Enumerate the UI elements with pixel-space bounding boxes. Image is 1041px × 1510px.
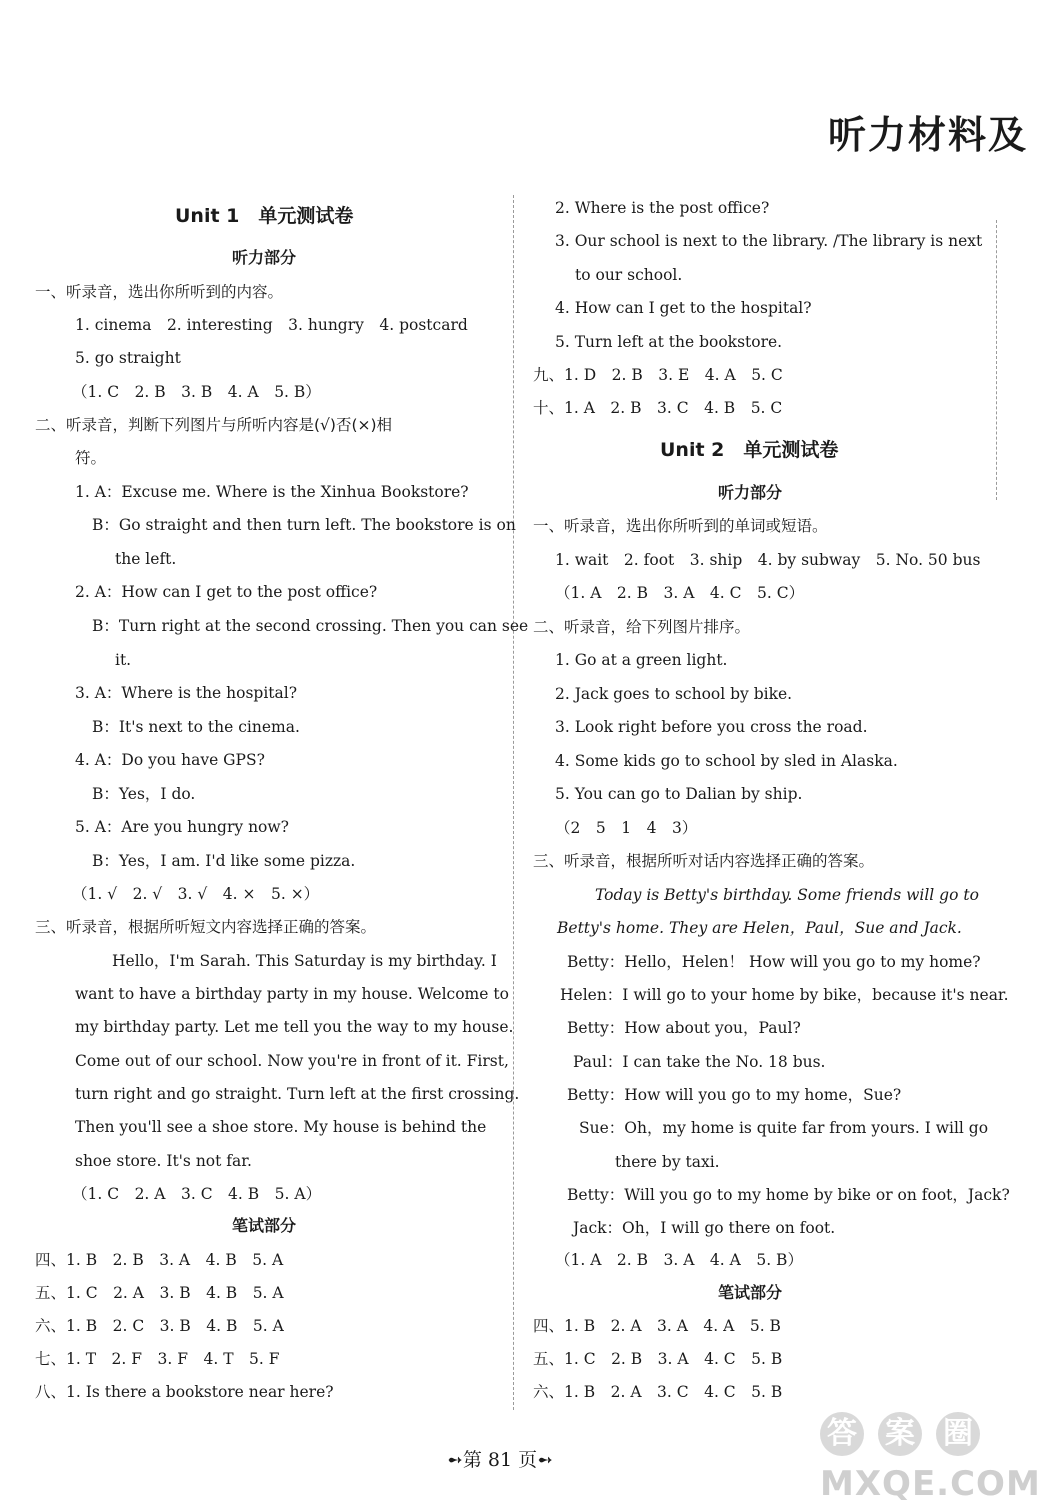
answer-line: Today is Betty's birthday. Some friends will go to [595, 886, 979, 904]
column-divider [513, 195, 514, 1410]
answer-line: B：Yes，I do. [92, 785, 196, 803]
answer-line: （1. A 2. B 3. A 4. C 5. C） [555, 584, 805, 602]
question-instruction: 一、听录音，选出你所听到的内容。 [35, 283, 284, 301]
unit-heading: Unit 1 单元测试卷 [175, 205, 354, 227]
answer-line: Helen：I will go to your home by bike，because it's near. [560, 986, 1009, 1004]
answer-line: 1. Go at a green light. [555, 651, 728, 669]
answer-line: 3. A：Where is the hospital? [75, 684, 298, 702]
answer-line: 2. A：How can I get to the post office? [75, 583, 378, 601]
answer-line: 4. Some kids go to school by sled in Alaska. [555, 752, 898, 770]
answer-line: my birthday party. Let me tell you the way to my house. [75, 1018, 514, 1036]
answer-line: 四、1. B 2. B 3. A 4. B 5. A [35, 1251, 284, 1269]
section-subheading: 听力部分 [718, 483, 783, 502]
section-subheading: 笔试部分 [232, 1216, 297, 1235]
answer-line: it. [115, 651, 132, 669]
watermark-char: 圈 [936, 1412, 980, 1456]
answer-line: 八、1. Is there a bookstore near here? [35, 1383, 334, 1401]
answer-line: 十、1. A 2. B 3. C 4. B 5. C [533, 399, 783, 417]
answer-line: to our school. [575, 266, 683, 284]
answer-line: 4. A：Do you have GPS? [75, 751, 265, 769]
answer-line: 5. You can go to Dalian by ship. [555, 785, 803, 803]
watermark-char: 答 [820, 1412, 864, 1456]
header-title: 听力材料及 [828, 113, 1029, 157]
answer-line: Come out of our school. Now you're in front of it. First, [75, 1052, 509, 1070]
answer-line: want to have a birthday party in my house. Welcome to [75, 985, 509, 1003]
answer-line: 七、1. T 2. F 3. F 4. T 5. F [35, 1350, 280, 1368]
answer-line: B：Yes，I am. I'd like some pizza. [92, 852, 356, 870]
answer-line: 五、1. C 2. A 3. B 4. B 5. A [35, 1284, 284, 1302]
answer-line: 4. How can I get to the hospital? [555, 299, 812, 317]
answer-line: B：Turn right at the second crossing. Then you can see [92, 617, 529, 635]
answer-line: （1. C 2. A 3. C 4. B 5. A） [72, 1185, 322, 1203]
answer-line: 5. A：Are you hungry now? [75, 818, 289, 836]
question-instruction: 符。 [75, 449, 107, 467]
page-number: ➻第 81 页➻ [446, 1449, 554, 1471]
answer-line: （1. A 2. B 3. A 4. A 5. B） [555, 1251, 803, 1269]
section-subheading: 笔试部分 [718, 1283, 783, 1302]
answer-line: Then you'll see a shoe store. My house is behind the [75, 1118, 487, 1136]
watermark-url: MXQE.COM [820, 1464, 1041, 1504]
answer-line: there by taxi. [615, 1153, 720, 1171]
unit-heading: Unit 2 单元测试卷 [660, 439, 839, 461]
answer-line: Jack：Oh，I will go there on foot. [573, 1219, 836, 1237]
answer-line: 3. Look right before you cross the road. [555, 718, 868, 736]
answer-line: Hello，I'm Sarah. This Saturday is my birthday. I [112, 952, 497, 970]
answer-line: Betty：How about you，Paul? [567, 1019, 801, 1037]
answer-line: 2. Where is the post office? [555, 199, 770, 217]
answer-line: Betty：Will you go to my home by bike or on foot，Jack? [567, 1186, 1010, 1204]
answer-line: 四、1. B 2. A 3. A 4. A 5. B [533, 1317, 781, 1335]
question-instruction: 三、听录音，根据所听短文内容选择正确的答案。 [35, 918, 377, 936]
answer-line: 1. cinema 2. interesting 3. hungry 4. postcard [75, 316, 468, 334]
answer-line: the left. [115, 550, 177, 568]
answer-line: Betty：How will you go to my home，Sue? [567, 1086, 902, 1104]
answer-line: B：It's next to the cinema. [92, 718, 300, 736]
question-instruction: 一、听录音，选出你所听到的单词或短语。 [533, 517, 828, 535]
answer-line: （1. √ 2. √ 3. √ 4. × 5. ×） [72, 885, 320, 903]
answer-line: 1. wait 2. foot 3. ship 4. by subway 5. No. 50 bus [555, 551, 981, 569]
answer-line: Betty's home. They are Helen，Paul，Sue and Jack. [557, 919, 962, 937]
answer-line: Sue：Oh，my home is quite far from yours. I will go [579, 1119, 989, 1137]
answer-line: （1. C 2. B 3. B 4. A 5. B） [72, 383, 321, 401]
answer-line: 九、1. D 2. B 3. E 4. A 5. C [533, 366, 783, 384]
answer-line: turn right and go straight. Turn left at the first crossing. [75, 1085, 520, 1103]
answer-line: 六、1. B 2. C 3. B 4. B 5. A [35, 1317, 284, 1335]
page-edge-divider [996, 220, 997, 500]
answer-line: 5. go straight [75, 349, 181, 367]
answer-line: Paul：I can take the No. 18 bus. [573, 1053, 826, 1071]
question-instruction: 三、听录音，根据所听对话内容选择正确的答案。 [533, 852, 875, 870]
answer-line: shoe store. It's not far. [75, 1152, 252, 1170]
answer-line: （2 5 1 4 3） [555, 819, 698, 837]
answer-line: 1. A：Excuse me. Where is the Xinhua Bookstore? [75, 483, 469, 501]
answer-line: 五、1. C 2. B 3. A 4. C 5. B [533, 1350, 783, 1368]
watermark-logo [820, 1412, 1041, 1507]
question-instruction: 二、听录音，给下列图片排序。 [533, 618, 751, 636]
answer-line: B：Go straight and then turn left. The bookstore is on [92, 516, 516, 534]
answer-line: 2. Jack goes to school by bike. [555, 685, 793, 703]
answer-line: 3. Our school is next to the library. /The library is next [555, 232, 983, 250]
question-instruction: 二、听录音，判断下列图片与所听内容是(√)否(×)相 [35, 416, 393, 434]
answer-line: 5. Turn left at the bookstore. [555, 333, 783, 351]
answer-line: 六、1. B 2. A 3. C 4. C 5. B [533, 1383, 783, 1401]
answer-line: Betty：Hello，Helen！ How will you go to my home? [567, 953, 981, 971]
watermark-char: 案 [878, 1412, 922, 1456]
section-subheading: 听力部分 [232, 248, 297, 267]
